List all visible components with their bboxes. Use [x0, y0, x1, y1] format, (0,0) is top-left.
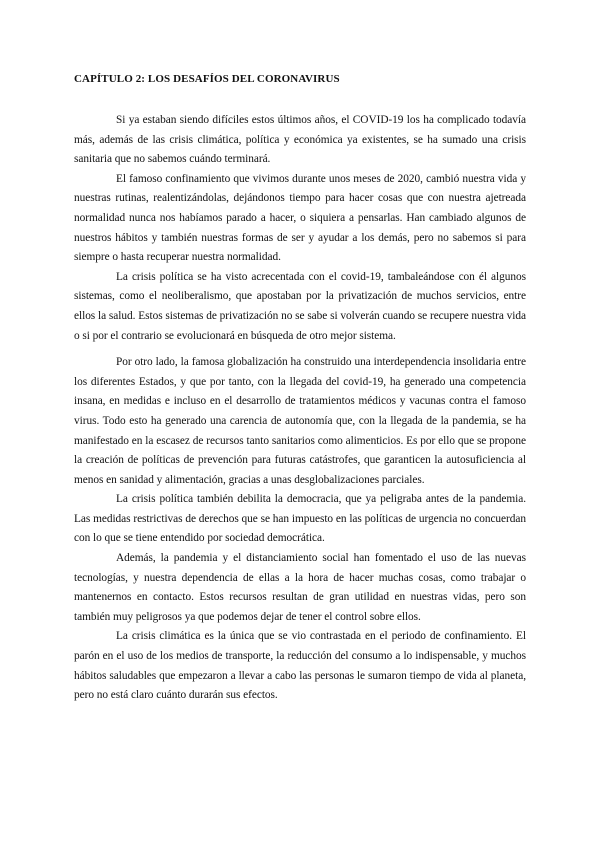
paragraph-technology: Además, la pandemia y el distanciamiento social han fomentado el uso de las nuevas tecnologías, y nuestra dependencia de ellas a la hora de hacer muchas cosas, como trabajar o mantenernos en contacto. Estos recursos resultan de gran utilidad en nuestras vidas, pero son también muy peligrosos ya que podemos dejar de tener el control sobre ellos. [74, 552, 526, 623]
paragraph-confinement: El famoso confinamiento que vivimos durante unos meses de 2020, cambió nuestra vida y nuestras rutinas, realentizándolas, dejándonos tiempo para hacer cosas que con nuestra ajetreada normalidad nunca nos habíamos parado a hacer, o siquiera a pensarlas. Han cambiado algunos de nuestros hábitos y también nuestras formas de ser y ayudar a los demás, pero no sabemos si para siempre o hasta recuperar nuestra normalidad. [74, 172, 526, 264]
chapter-body [74, 111, 526, 706]
paragraph-climate-crisis: La crisis climática es la única que se vio contrastada en el periodo de confinamiento. El parón en el uso de los medios de transporte, la reducción del consumo a lo indispensable, y muchos hábitos saludables que empezaron a llevar a cabo las personas le sumaron tiempo de vida al planeta, pero no está claro cuánto durarán sus efectos. [74, 630, 526, 702]
paragraph-democracy: La crisis política también debilita la democracia, que ya peligraba antes de la pandemia. Las medidas restrictivas de derechos que se han impuesto en las políticas de urgencia no concuerdan con lo que se tiene entendido por sociedad democrática. [74, 493, 526, 545]
paragraph-intro: Si ya estaban siendo difíciles estos últimos años, el COVID-19 los ha complicado todavía más, además de las crisis climática, política y económica ya existentes, se ha sumado una crisis sanitaria que no sabemos cuándo terminará. [74, 114, 526, 166]
paragraph-political-crisis: La crisis política se ha visto acrecentada con el covid-19, tambaleándose con él algunos sistemas, como el neoliberalismo, que apostaban por la privatización de muchos servicios, entre ellos la salud. Estos sistemas de privatización no se sabe si volverán cuando se recupere nuestra vida o si por el contrario se evolucionará en búsqueda de otro mejor sistema. [74, 270, 526, 342]
chapter-title: CAPÍTULO 2: LOS DESAFÍOS DEL CORONAVIRUS [74, 73, 340, 85]
paragraph-globalization: Por otro lado, la famosa globalización ha construido una interdependencia insolidaria entre los diferentes Estados, y que por tanto, con la llegada del covid-19, ha generado una competencia insana, en medidas e incluso en el desarrollo de tratamientos médicos y vacunas contra el famoso virus. Todo esto ha generado una carencia de autonomía que, con la llegada de la pandemia, se ha manifestado en la escasez de recursos tanto sanitarios como alimenticios. Es por ello que se propone la creación de políticas de prevención para futuras catástrofes, que garanticen la autosuficiencia al menos en sanidad y alimentación, gracias a unas desglobalizaciones parciales. [74, 356, 526, 486]
